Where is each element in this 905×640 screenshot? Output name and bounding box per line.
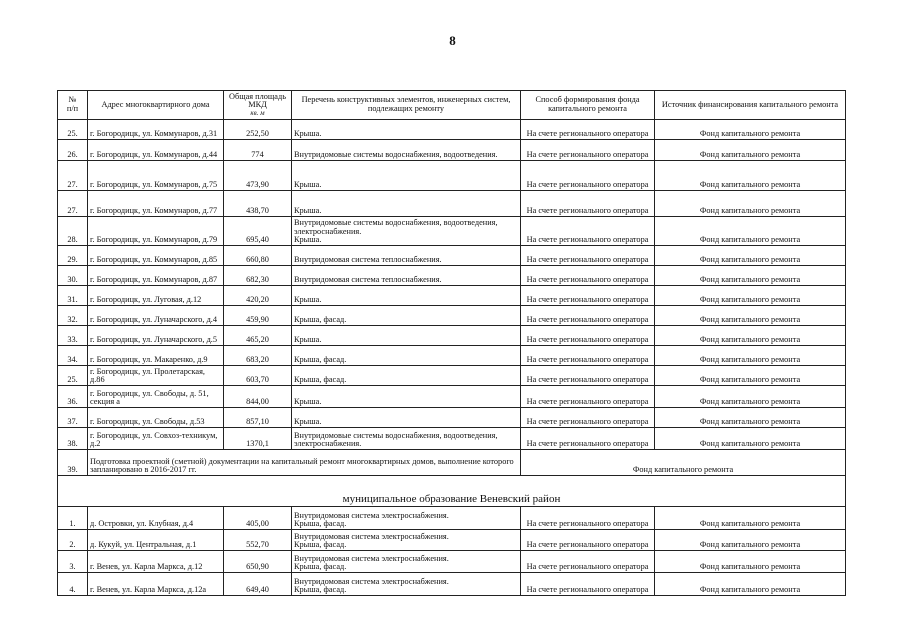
row-source: Фонд капитального ремонта (655, 507, 846, 530)
row-method: На счете регионального оператора (521, 346, 655, 366)
row-address: г. Богородицк, ул. Коммунаров, д.75 (88, 161, 224, 191)
row-num: 39. (58, 450, 88, 476)
row-area: 1370,1 (224, 428, 292, 450)
row-source: Фонд капитального ремонта (655, 408, 846, 428)
row-num: 27. (58, 191, 88, 217)
row-source: Фонд капитального ремонта (655, 551, 846, 573)
row-address: д. Кукуй, ул. Центральная, д.1 (88, 530, 224, 551)
table-row (58, 120, 846, 140)
row-elements: Внутридомовые системы водоснабжения, водоотведения. (292, 140, 521, 161)
table-row (58, 161, 846, 191)
row-area: 857,10 (224, 408, 292, 428)
row-area: 683,20 (224, 346, 292, 366)
row-source: Фонд капитального ремонта (655, 386, 846, 408)
table-row (58, 346, 846, 366)
row-address: г. Богородицк, ул. Коммунаров, д.85 (88, 246, 224, 266)
table-row (58, 326, 846, 346)
row-num: 32. (58, 306, 88, 326)
row-num: 4. (58, 573, 88, 596)
row-source: Фонд капитального ремонта (655, 140, 846, 161)
table-body-section (58, 476, 846, 507)
row-num: 2. (58, 530, 88, 551)
row-num: 3. (58, 551, 88, 573)
row-method: На счете регионального оператора (521, 191, 655, 217)
page-number: 8 (449, 33, 456, 48)
table-row (58, 246, 846, 266)
table-row (58, 306, 846, 326)
row-method: На счете регионального оператора (521, 408, 655, 428)
table-row (58, 386, 846, 408)
row-address: г. Венев, ул. Карла Маркса, д.12а (88, 573, 224, 596)
table-header-row (58, 91, 846, 120)
row-method: На счете регионального оператора (521, 326, 655, 346)
row-area: 473,90 (224, 161, 292, 191)
row-method: На счете регионального оператора (521, 573, 655, 596)
row-num: 36. (58, 386, 88, 408)
row-num: 1. (58, 507, 88, 530)
row-address: г. Богородицк, ул. Луначарского, д.5 (88, 326, 224, 346)
row-address: г. Богородицк, ул. Пролетарская, д.86 (88, 366, 224, 386)
row-num: 38. (58, 428, 88, 450)
row-source: Фонд капитального ремонта (655, 120, 846, 140)
row-elements: Внутридомовая система электроснабжения. Крыша, фасад. (292, 573, 521, 596)
table-body-row39 (58, 450, 846, 476)
table-row (58, 217, 846, 246)
header-address: Адрес многоквартирного дома (88, 91, 224, 120)
row-elements: Крыша. (292, 286, 521, 306)
row-method: На счете регионального оператора (521, 217, 655, 246)
row-num: 34. (58, 346, 88, 366)
row-area: 405,00 (224, 507, 292, 530)
row-elements: Внутридомовая система электроснабжения. Крыша, фасад. (292, 551, 521, 573)
row-elements: Внутридомовая система теплоснабжения. (292, 246, 521, 266)
row-num: 37. (58, 408, 88, 428)
table-row (58, 140, 846, 161)
row-address: г. Венев, ул. Карла Маркса, д.12 (88, 551, 224, 573)
row-address: г. Богородицк, ул. Совхоз-техникум, д.2 (88, 428, 224, 450)
table-row (58, 428, 846, 450)
table-row (58, 366, 846, 386)
row-num: 30. (58, 266, 88, 286)
header-area-unit: кв. м (250, 109, 265, 118)
row-design-docs-text: Подготовка проектной (сметной) документации на капитальный ремонт многоквартирных домов, выполнение которого запланировано в 2016-2017 гг. (88, 450, 521, 476)
row-method: На счете регионального оператора (521, 428, 655, 450)
row-method: На счете регионального оператора (521, 266, 655, 286)
section-title: муниципальное образование Веневский район (58, 476, 846, 507)
row-method: На счете регионального оператора (521, 530, 655, 551)
table-row-39 (58, 450, 846, 476)
row-source: Фонд капитального ремонта (655, 573, 846, 596)
row-elements: Внутридомовые системы водоснабжения, водоотведения, электроснабжения. Крыша. (292, 217, 521, 246)
row-num: 25. (58, 120, 88, 140)
section-row (58, 476, 846, 507)
row-method: На счете регионального оператора (521, 120, 655, 140)
row-num: 28. (58, 217, 88, 246)
row-elements: Крыша. (292, 120, 521, 140)
table-row (58, 507, 846, 530)
header-elements: Перечень конструктивных элементов, инженерных систем, подлежащих ремонту (292, 91, 521, 120)
row-num: 25. (58, 366, 88, 386)
row-elements: Крыша. (292, 408, 521, 428)
row-address: г. Богородицк, ул. Макаренко, д.9 (88, 346, 224, 366)
header-method: Способ формирования фонда капитального ремонта (521, 91, 655, 120)
repair-program-table (57, 90, 846, 596)
row-area: 420,20 (224, 286, 292, 306)
row-num: 33. (58, 326, 88, 346)
row-address: г. Богородицк, ул. Коммунаров, д.44 (88, 140, 224, 161)
row-method: На счете регионального оператора (521, 551, 655, 573)
row-elements: Крыша. (292, 161, 521, 191)
row-elements: Внутридомовые системы водоснабжения, водоотведения, электроснабжения. (292, 428, 521, 450)
row-source: Фонд капитального ремонта (655, 217, 846, 246)
row-source: Фонд капитального ремонта (655, 428, 846, 450)
table-row (58, 551, 846, 573)
row-elements: Внутридомовая система электроснабжения. Крыша, фасад. (292, 530, 521, 551)
row-elements: Крыша, фасад. (292, 306, 521, 326)
header-area-label: Общая площадь МКД (229, 91, 286, 110)
row-area: 465,20 (224, 326, 292, 346)
row-area: 603,70 (224, 366, 292, 386)
row-elements: Крыша. (292, 386, 521, 408)
table-row (58, 191, 846, 217)
header-num: № п/п (58, 91, 88, 120)
row-source: Фонд капитального ремонта (521, 450, 846, 476)
table-row (58, 286, 846, 306)
row-address: г. Богородицк, ул. Коммунаров, д.87 (88, 266, 224, 286)
row-elements: Крыша, фасад. (292, 346, 521, 366)
table-row (58, 530, 846, 551)
row-num: 27. (58, 161, 88, 191)
row-address: д. Островки, ул. Клубная, д.4 (88, 507, 224, 530)
row-method: На счете регионального оператора (521, 366, 655, 386)
table-row (58, 266, 846, 286)
table-row (58, 408, 846, 428)
header-source: Источник финансирования капитального ремонта (655, 91, 846, 120)
row-area: 459,90 (224, 306, 292, 326)
row-method: На счете регионального оператора (521, 306, 655, 326)
row-method: На счете регионального оператора (521, 286, 655, 306)
table-body-venev (58, 507, 846, 596)
row-area: 252,50 (224, 120, 292, 140)
row-area: 650,90 (224, 551, 292, 573)
row-method: На счете регионального оператора (521, 507, 655, 530)
row-area: 682,30 (224, 266, 292, 286)
row-num: 26. (58, 140, 88, 161)
header-area (224, 91, 292, 120)
row-area: 660,80 (224, 246, 292, 266)
row-elements: Внутридомовая система теплоснабжения. (292, 266, 521, 286)
row-elements: Крыша. (292, 326, 521, 346)
row-area: 649,40 (224, 573, 292, 596)
row-source: Фонд капитального ремонта (655, 191, 846, 217)
row-area: 844,00 (224, 386, 292, 408)
row-method: На счете регионального оператора (521, 140, 655, 161)
table-body-bogoroditsk (58, 120, 846, 450)
row-address: г. Богородицк, ул. Луначарского, д.4 (88, 306, 224, 326)
row-source: Фонд капитального ремонта (655, 246, 846, 266)
row-address: г. Богородицк, ул. Коммунаров, д.31 (88, 120, 224, 140)
row-source: Фонд капитального ремонта (655, 266, 846, 286)
row-source: Фонд капитального ремонта (655, 530, 846, 551)
row-source: Фонд капитального ремонта (655, 326, 846, 346)
row-address: г. Богородицк, ул. Свободы, д. 51, секция а (88, 386, 224, 408)
row-area: 438,70 (224, 191, 292, 217)
row-source: Фонд капитального ремонта (655, 306, 846, 326)
row-area: 552,70 (224, 530, 292, 551)
row-elements: Внутридомовая система электроснабжения. Крыша, фасад. (292, 507, 521, 530)
row-area: 774 (224, 140, 292, 161)
row-address: г. Богородицк, ул. Коммунаров, д.77 (88, 191, 224, 217)
row-address: г. Богородицк, ул. Коммунаров, д.79 (88, 217, 224, 246)
row-area: 695,40 (224, 217, 292, 246)
row-method: На счете регионального оператора (521, 246, 655, 266)
row-num: 31. (58, 286, 88, 306)
row-method: На счете регионального оператора (521, 386, 655, 408)
row-source: Фонд капитального ремонта (655, 286, 846, 306)
row-address: г. Богородицк, ул. Свободы, д.53 (88, 408, 224, 428)
row-source: Фонд капитального ремонта (655, 346, 846, 366)
row-source: Фонд капитального ремонта (655, 161, 846, 191)
row-method: На счете регионального оператора (521, 161, 655, 191)
row-address: г. Богородицк, ул. Луговая, д.12 (88, 286, 224, 306)
table-row (58, 573, 846, 596)
row-num: 29. (58, 246, 88, 266)
row-source: Фонд капитального ремонта (655, 366, 846, 386)
row-elements: Крыша, фасад. (292, 366, 521, 386)
row-elements: Крыша. (292, 191, 521, 217)
